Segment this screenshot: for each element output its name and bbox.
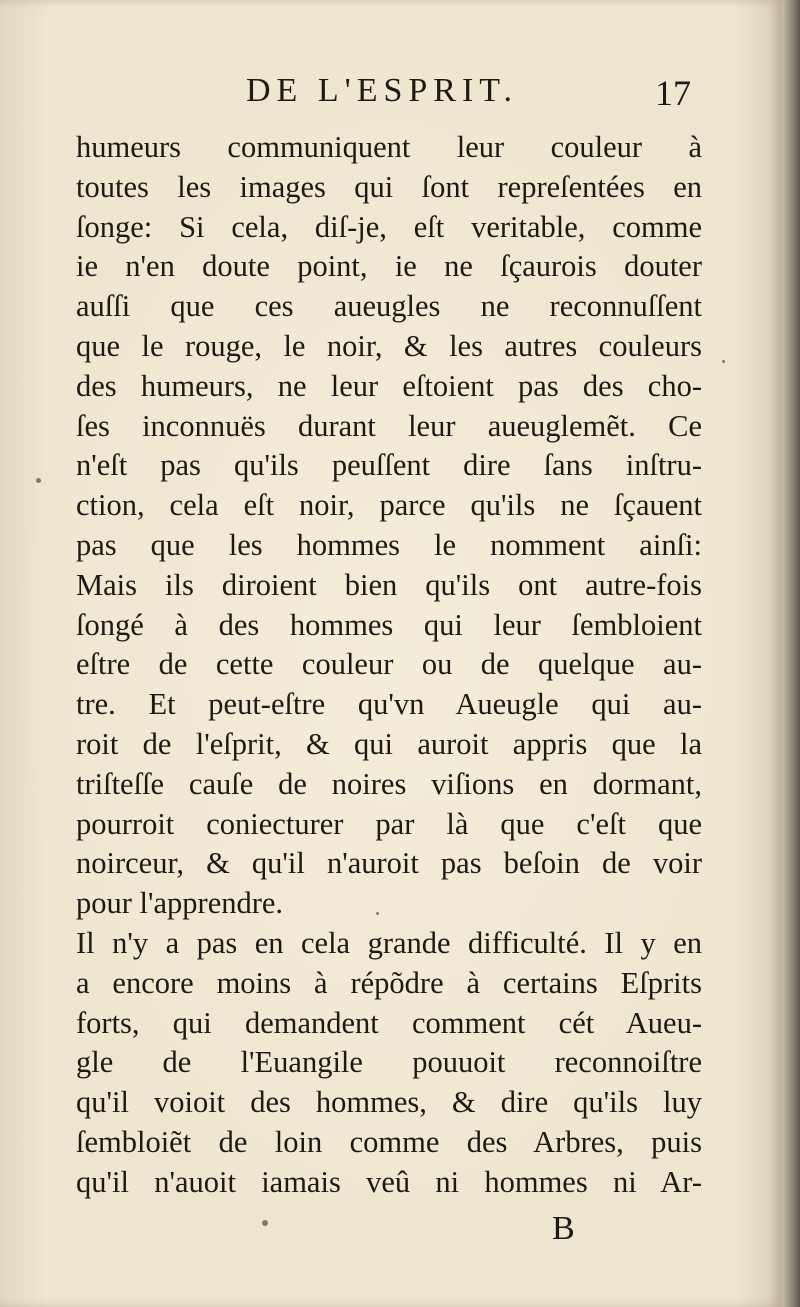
text-line: triſteſſe cauſe de noires viſions en dormant, xyxy=(76,766,702,801)
text-line: pour l'apprendre. xyxy=(76,886,284,921)
signature-mark: B xyxy=(552,1210,575,1247)
text-line: toutes les images qui ſont repreſentées en xyxy=(76,169,702,204)
text-line: qu'il n'auoit iamais veû ni hommes ni Ar- xyxy=(76,1164,702,1199)
text-line: qu'il voioit des hommes, & dire qu'ils luy xyxy=(76,1085,702,1120)
text-line: des humeurs, ne leur eſtoient pas des cho- xyxy=(76,368,702,403)
text-line: ſes inconnuës durant leur aueuglemẽt. Ce xyxy=(76,408,702,443)
text-line: pas que les hommes le nomment ainſi: xyxy=(76,527,702,562)
page-number: 17 xyxy=(655,73,691,113)
text-line: forts, qui demandent comment cét Aueu- xyxy=(76,1005,702,1040)
text-line: n'eſt pas qu'ils peuſſent dire ſans inſtru- xyxy=(76,448,702,483)
ink-speck xyxy=(36,478,41,483)
text-line: humeurs communiquent leur couleur à xyxy=(76,130,702,164)
ink-speck xyxy=(262,1220,268,1226)
text-line: ſonge: Si cela, diſ-je, eſt veritable, comme xyxy=(76,209,702,244)
text-line: pourroit coniecturer par là que c'eſt que xyxy=(76,806,702,841)
text-line: gle de l'Euangile pouuoit reconnoiſtre xyxy=(76,1045,702,1080)
text-line: a encore moins à répõdre à certains Eſprits xyxy=(76,965,702,1000)
text-line: roit de l'eſprit, & qui auroit appris que la xyxy=(76,726,702,761)
text-line: ſembloiẽt de loin comme des Arbres, puis xyxy=(76,1124,702,1159)
ink-speck xyxy=(722,360,725,363)
text-line: ction, cela eſt noir, parce qu'ils ne ſçauent xyxy=(76,488,702,523)
text-line: que le rouge, le noir, & les autres couleurs xyxy=(76,328,702,363)
running-title: DE L'ESPRIT. xyxy=(246,72,519,109)
ink-speck xyxy=(376,912,379,915)
text-line: tre. Et peut-eſtre qu'vn Aueugle qui au- xyxy=(76,687,702,722)
body-text xyxy=(76,128,702,1203)
text-line: Il n'y a pas en cela grande difficulté. Il y en xyxy=(76,925,702,960)
text-line: ie n'en doute point, ie ne ſçaurois douter xyxy=(76,249,702,284)
text-line: ſongé à des hommes qui leur ſembloient xyxy=(76,607,702,642)
text-line: noirceur, & qu'il n'auroit pas beſoin de voir xyxy=(76,846,702,881)
page-header xyxy=(0,72,782,122)
page-edge xyxy=(782,0,800,1307)
text-line: eſtre de cette couleur ou de quelque au- xyxy=(76,647,702,682)
text-line: Mais ils diroient bien qu'ils ont autre-fois xyxy=(76,567,702,602)
text-line: auſſi que ces aueugles ne reconnuſſent xyxy=(76,289,702,324)
